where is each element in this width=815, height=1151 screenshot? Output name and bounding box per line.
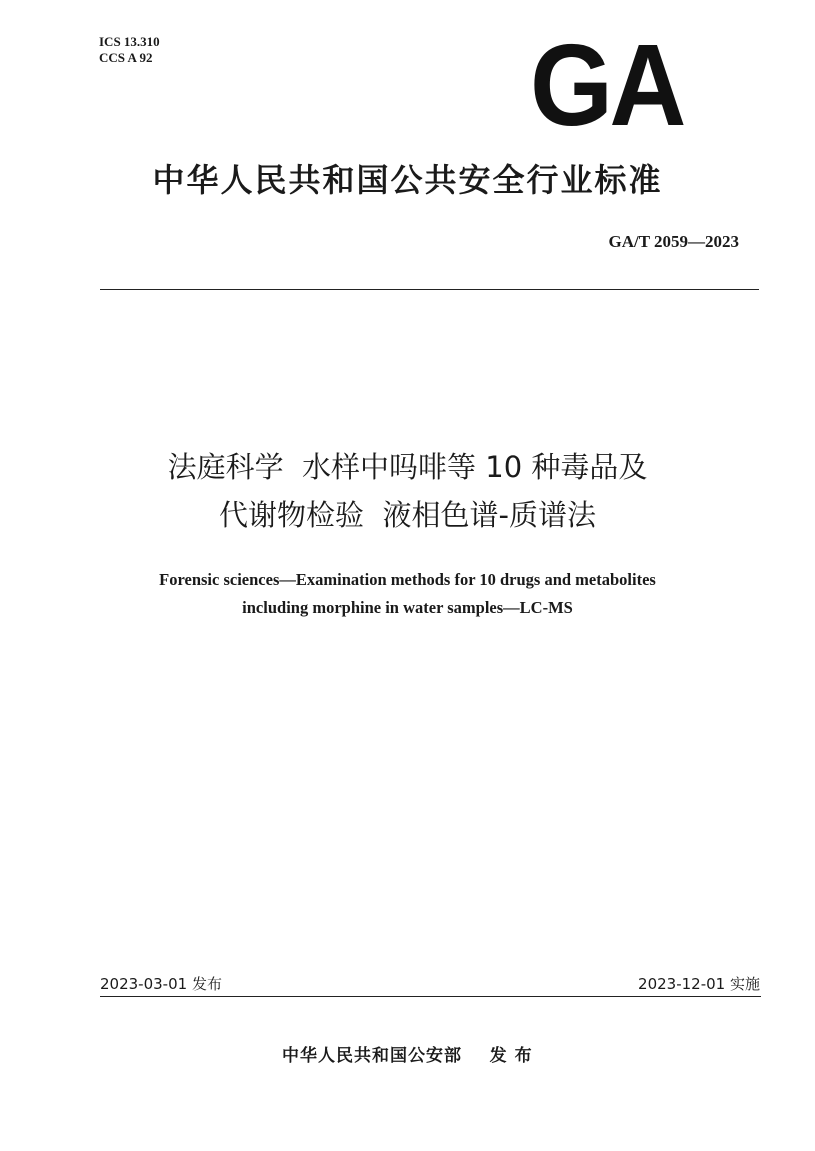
standard-number: GA/T 2059—2023 [608, 232, 739, 251]
ccs-code: CCS A 92 [99, 50, 153, 65]
english-title-line-2: including morphine in water samples—LC-MS [242, 598, 573, 617]
bottom-divider [100, 996, 761, 997]
publisher: 中华人民共和国公安部 发 布 [282, 1046, 533, 1066]
ics-code: ICS 13.310 [99, 34, 160, 49]
english-title [0, 566, 815, 622]
agency-title: 中华人民共和国公共安全行业标准 [152, 161, 663, 199]
chinese-title [0, 443, 815, 539]
classification-codes [99, 34, 160, 66]
chinese-title-line-2: 代谢物检验 液相色谱-质谱法 [219, 498, 596, 532]
ga-logo: GA [530, 20, 683, 150]
implementation-date: 2023-12-01 实施 [638, 975, 760, 993]
english-title-line-1: Forensic sciences—Examination methods for 10 drugs and metabolites [159, 570, 656, 589]
issue-date: 2023-03-01 发布 [100, 975, 222, 993]
top-divider [100, 289, 759, 290]
chinese-title-line-1: 法庭科学 水样中吗啡等 10 种毒品及 [167, 450, 648, 484]
